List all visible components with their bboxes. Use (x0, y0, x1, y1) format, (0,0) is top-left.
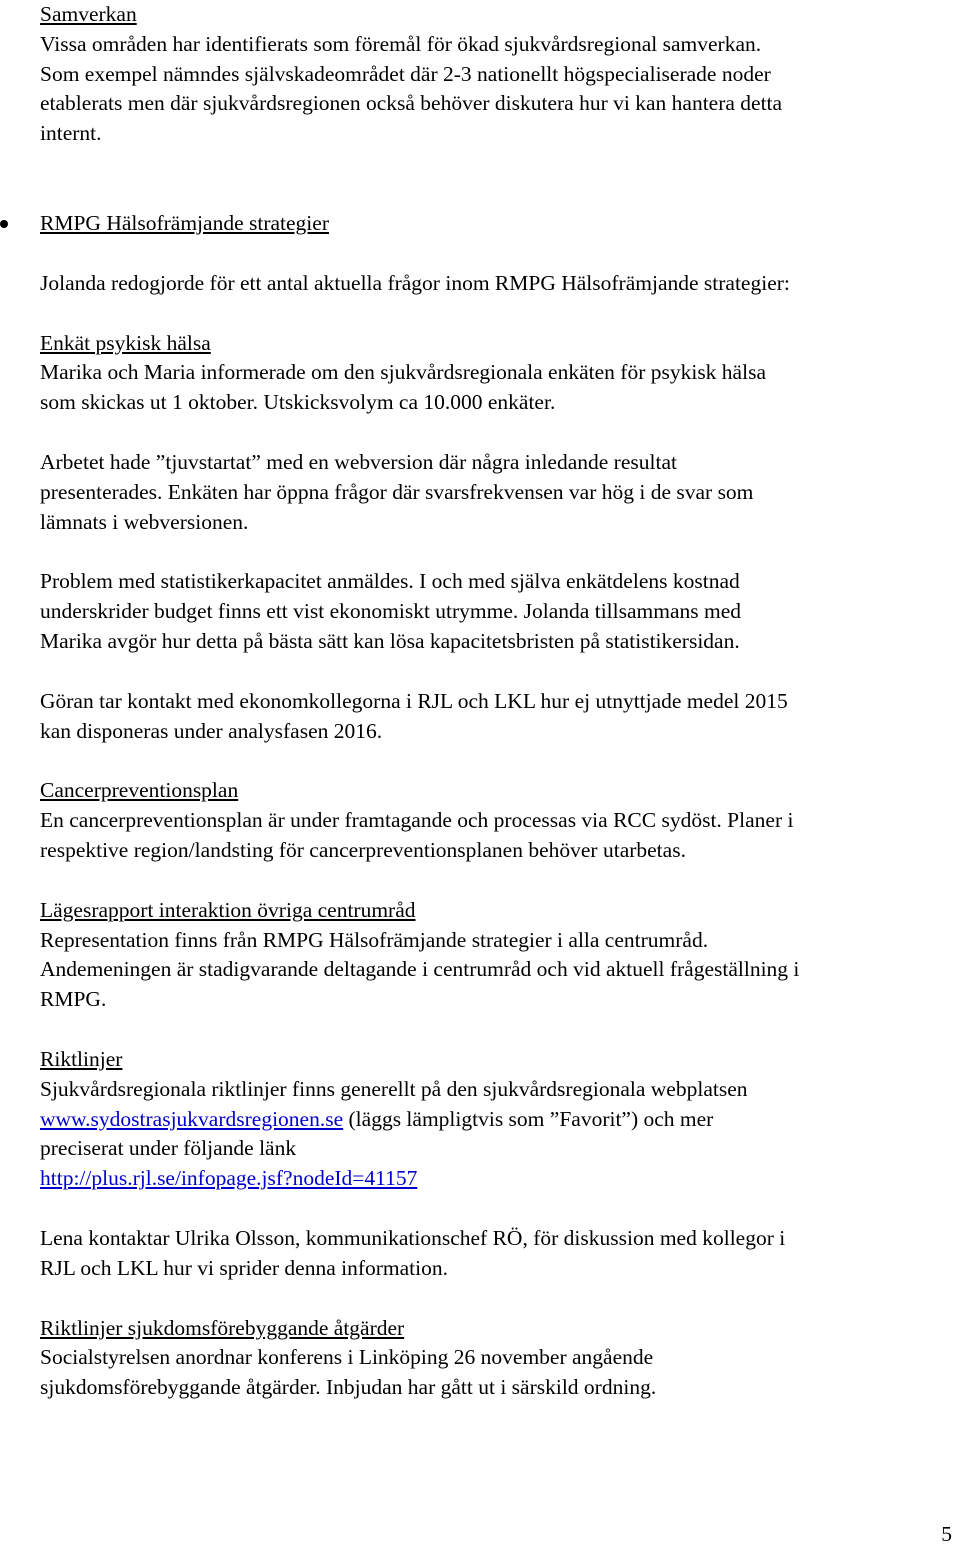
text-line: kan disponeras under analysfasen 2016. (40, 718, 383, 743)
sjukdom-heading: Riktlinjer sjukdomsförebyggande åtgärder (40, 1315, 405, 1340)
sjukdom-paragraph (40, 1343, 955, 1403)
enkat-paragraph-3 (40, 567, 955, 656)
text-line: presenterades. Enkäten har öppna frågor där svarsfrekvensen var hög i de svar som (40, 479, 754, 504)
text-line: Som exempel nämndes självskadeområdet där 2-3 nationellt högspecialiserade noder (40, 61, 771, 86)
text-line: RJL och LKL hur vi sprider denna information. (40, 1255, 449, 1280)
text-line: Socialstyrelsen anordnar konferens i Linköping 26 november angående (40, 1345, 654, 1370)
document-page (40, 0, 955, 1403)
text-line: En cancerpreventionsplan är under framtagande och processas via RCC sydöst. Planer i (40, 808, 794, 833)
riktlinjer-paragraph-2 (40, 1224, 955, 1284)
sydostra-link[interactable]: www.sydostrasjukvardsregionen.se (40, 1106, 344, 1131)
riktlinjer-paragraph-1 (40, 1075, 955, 1194)
text-line: Lena kontaktar Ulrika Olsson, kommunikationschef RÖ, för diskussion med kollegor i (40, 1225, 786, 1250)
cancer-paragraph (40, 806, 955, 866)
text-line: sjukdomsförebyggande åtgärder. Inbjudan har gått ut i särskild ordning. (40, 1375, 657, 1400)
text-line: respektive region/landsting för cancerpreventionsplanen behöver utarbetas. (40, 837, 686, 862)
bullet-icon (0, 220, 8, 228)
text-line: Representation finns från RMPG Hälsofrämjande strategier i alla centrumråd. (40, 927, 709, 952)
infopage-link[interactable]: http://plus.rjl.se/infopage.jsf?nodeId=41157 (40, 1166, 418, 1191)
lagesrapport-paragraph (40, 926, 955, 1015)
text-line: (läggs lämpligtvis som ”Favorit”) och mer (343, 1106, 714, 1131)
samverkan-heading: Samverkan (40, 2, 137, 26)
text-line: Sjukvårdsregionala riktlinjer finns generellt på den sjukvårdsregionala webplatsen (40, 1076, 748, 1101)
samverkan-paragraph (40, 30, 955, 149)
text-line: som skickas ut 1 oktober. Utskicksvolym ca 10.000 enkäter. (40, 390, 556, 415)
rmpg-bullet-item (40, 209, 955, 239)
enkat-paragraph-1 (40, 358, 955, 418)
text-line: Marika avgör hur detta på bästa sätt kan lösa kapacitetsbristen på statistikersidan. (40, 628, 740, 653)
text-line: Göran tar kontakt med ekonomkollegorna i RJL och LKL hur ej utnyttjade medel 2015 (40, 688, 788, 713)
cancer-heading: Cancerpreventionsplan (40, 778, 239, 803)
page-number: 5 (941, 1522, 952, 1546)
text-line: Marika och Maria informerade om den sjukvårdsregionala enkäten för psykisk hälsa (40, 360, 766, 385)
text-line: etablerats men där sjukvårdsregionen också behöver diskutera hur vi kan hantera detta (40, 91, 783, 116)
text-line: lämnats i webversionen. (40, 509, 249, 534)
riktlinjer-heading: Riktlinjer (40, 1046, 123, 1071)
enkat-heading: Enkät psykisk hälsa (40, 330, 211, 355)
enkat-paragraph-4 (40, 687, 955, 747)
text-line: RMPG. (40, 987, 107, 1012)
rmpg-intro: Jolanda redogjorde för ett antal aktuella frågor inom RMPG Hälsofrämjande strategier: (40, 270, 790, 295)
text-line: Andemeningen är stadigvarande deltagande i centrumråd och vid aktuell frågeställning i (40, 957, 800, 982)
text-line: Problem med statistikerkapacitet anmäldes. I och med själva enkätdelens kostnad (40, 569, 740, 594)
rmpg-heading: RMPG Hälsofrämjande strategier (40, 210, 329, 235)
text-line: preciserat under följande länk (40, 1136, 297, 1161)
text-line: internt. (40, 121, 102, 146)
text-line: Arbetet hade ”tjuvstartat” med en webversion där några inledande resultat (40, 449, 677, 474)
enkat-paragraph-2 (40, 448, 955, 537)
text-line: Vissa områden har identifierats som föremål för ökad sjukvårdsregional samverkan. (40, 31, 762, 56)
text-line: underskrider budget finns ett vist ekonomiskt utrymme. Jolanda tillsammans med (40, 599, 742, 624)
lagesrapport-heading: Lägesrapport interaktion övriga centrumråd (40, 897, 416, 922)
